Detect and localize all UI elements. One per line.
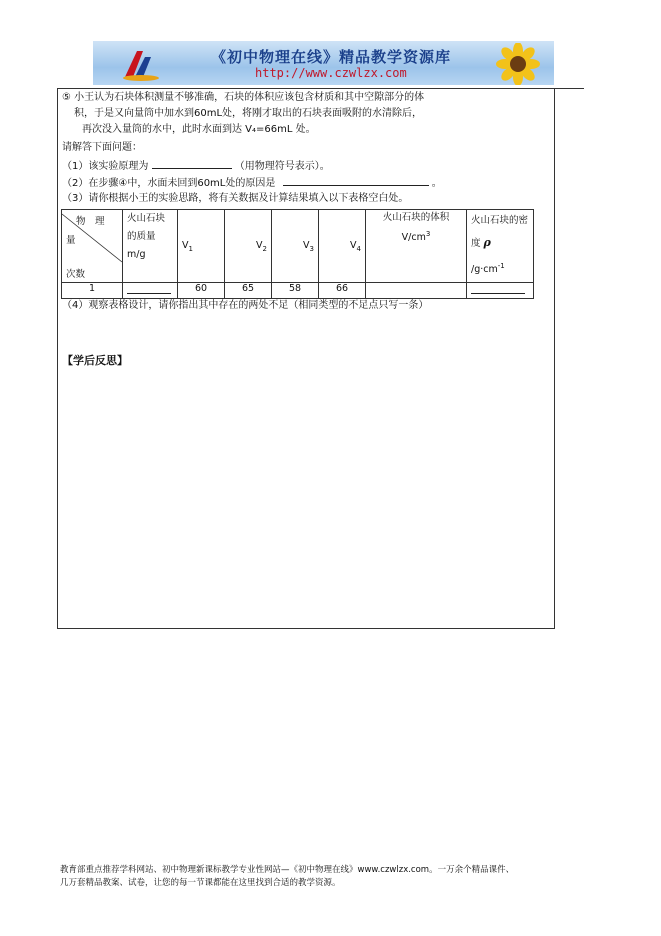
density-label: 火山石块的密度: [471, 215, 529, 249]
step5-line3: 再次没入量筒的水中，此时水面到达 V₄=66mL 处。: [82, 124, 316, 135]
v3-label: V: [303, 239, 310, 251]
cell-v4: 66: [319, 283, 366, 299]
logo-icon: [121, 47, 161, 81]
sunflower-icon: [488, 43, 548, 85]
density-sup: -1: [497, 262, 505, 270]
question-1-text-b: （用物理符号表示）。: [234, 161, 330, 172]
volume-sup: 3: [425, 230, 431, 238]
corner-label-mid: 量: [66, 235, 76, 246]
table-row: [62, 283, 534, 299]
step5-line1: ⑤ 小王认为石块体积测量不够准确，石块的体积应该包含材质和其中空隙部分的体: [62, 92, 425, 103]
header-density: [467, 210, 534, 283]
v3-sub: 3: [309, 244, 314, 253]
rho-symbol: ρ: [483, 236, 491, 249]
question-3: （3）请你根据小王的实验思路，将有关数据及计算结果填入以下表格空白处。: [62, 193, 409, 204]
answer-blank-1[interactable]: [152, 158, 232, 169]
header-v4: [319, 210, 366, 283]
question-1-text-a: （1）该实验原理为: [62, 161, 149, 172]
header-volume: [366, 210, 467, 283]
v2-sub: 2: [262, 244, 267, 253]
v4-label: V: [350, 239, 357, 251]
step5-line2: 积，于是又向量筒中加水到60mL处，将刚才取出的石块表面吸附的水清除后，: [74, 108, 423, 119]
header-banner: [93, 41, 554, 85]
v1-sub: 1: [188, 244, 193, 253]
cell-v2: 65: [225, 283, 272, 299]
footer-line1: 教育部重点推荐学科网站、初中物理新课标教学专业性网站—《初中物理在线》www.czwlzx.com。一万余个精品课件、: [60, 865, 515, 875]
question-2: [62, 175, 442, 191]
corner-label-top: 物 理: [76, 216, 105, 227]
header-v1: [178, 210, 225, 283]
density-unit: /g·cm: [471, 264, 498, 276]
v2-label: V: [256, 239, 263, 251]
header-v3: [272, 210, 319, 283]
header-corner: [62, 210, 123, 283]
v1-label: V: [182, 239, 189, 251]
cell-v1: 60: [178, 283, 225, 299]
v4-sub: 4: [356, 244, 361, 253]
cell-volume[interactable]: [366, 283, 467, 299]
cell-mass[interactable]: [123, 283, 178, 299]
density-blank[interactable]: [471, 283, 525, 294]
prompt: 请解答下面问题：: [62, 142, 142, 153]
question-2-text-a: （2）在步骤④中，水面未回到60mL处的原因是: [62, 178, 276, 189]
cell-density[interactable]: [467, 283, 534, 299]
header-v2: [225, 210, 272, 283]
answer-blank-2[interactable]: [283, 175, 429, 186]
mass-blank[interactable]: [127, 283, 171, 294]
corner-label-bottom: 次数: [66, 269, 86, 280]
header-mass: 火山石块的质量 m/g: [123, 210, 178, 283]
question-1: [62, 158, 330, 174]
question-2-text-b: 。: [431, 178, 442, 189]
footer-line2: 几万套精品教案、试卷，让您的每一节课都能在这里找到合适的教学资源。: [60, 878, 341, 888]
page-footer: [60, 864, 600, 890]
row-index: 1: [62, 283, 123, 299]
volume-label: 火山石块的体积 V/cm: [382, 212, 450, 244]
banner-title: 《初中物理在线》精品教学资源库: [211, 48, 452, 66]
reflection-heading: 【学后反思】: [62, 354, 128, 367]
banner-url[interactable]: http://www.czwlzx.com: [255, 66, 407, 80]
data-table: [61, 209, 534, 299]
cell-v3: 58: [272, 283, 319, 299]
question-4: （4）观察表格设计，请你指出其中存在的两处不足（相同类型的不足点只写一条）: [62, 300, 429, 311]
